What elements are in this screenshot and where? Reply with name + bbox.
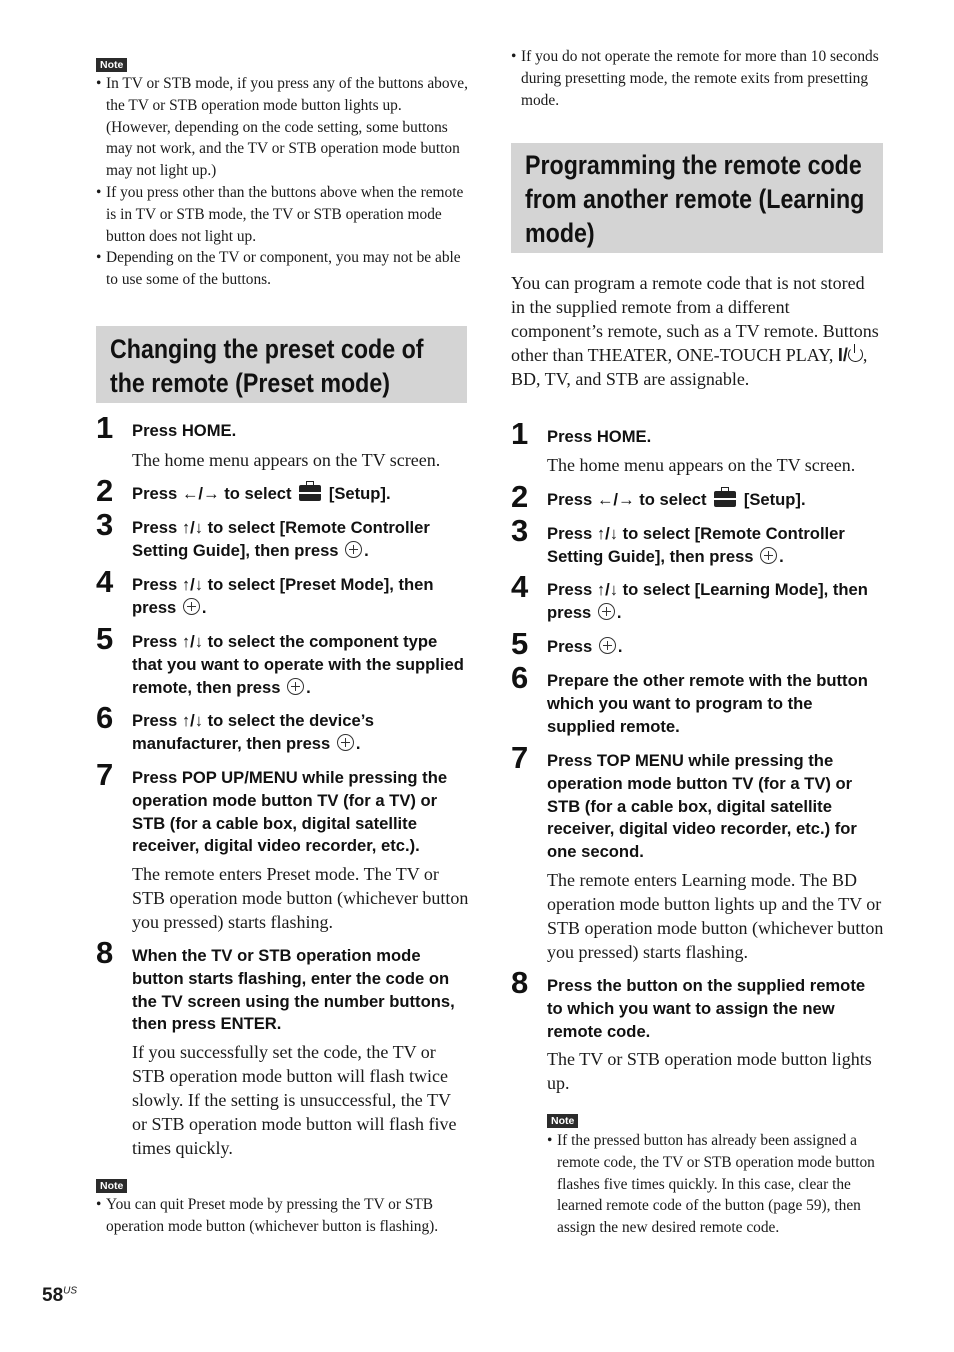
- step-number: 2: [511, 479, 529, 514]
- step-text: Press ↑/↓ to select [Preset Mode], then press: [132, 575, 434, 617]
- enter-button-icon: [598, 603, 615, 620]
- step-instruction: Press ↑/↓ to select [Learning Mode], then press .: [547, 580, 868, 622]
- step-number: 6: [96, 700, 114, 735]
- step-number: 6: [511, 660, 529, 695]
- step-instruction: Prepare the other remote with the button which you want to program to the supplied remote.: [547, 671, 868, 736]
- note-block-1: [96, 55, 127, 73]
- enter-button-icon: [287, 678, 304, 695]
- step-description: The remote enters Learning mode. The BD operation mode button lights up and the TV or STB operation mode button (whichever button you pressed) starts flashing.: [547, 870, 884, 962]
- step-text-post: [Setup].: [743, 490, 806, 509]
- step-instruction: Press POP UP/MENU while pressing the operation mode button TV (for a TV) or STB (for a cable box, digital satellite receiver, digital video recorder, etc.).: [132, 768, 448, 856]
- step-description: The remote enters Preset mode. The TV or STB operation mode button (whichever button you pressed) starts flashing.: [132, 864, 469, 932]
- section-title: Programming the remote code from another remote (Learning mode): [525, 150, 865, 248]
- note-item: • If you press other than the buttons above when the remote is in TV or STB mode, the TV or STB operation mode button does not light up.: [96, 182, 468, 247]
- step-description: The home menu appears on the TV screen.: [547, 455, 856, 475]
- step-number: 3: [511, 513, 529, 548]
- step-number: 8: [511, 965, 529, 1000]
- page-number-suffix: US: [63, 1285, 78, 1297]
- step-text-pre: Press ←/→ to select: [547, 490, 707, 509]
- step-number: 7: [511, 740, 529, 775]
- note-list-top: [511, 46, 883, 111]
- note-label: Note: [96, 1179, 127, 1193]
- note-label: Note: [96, 58, 127, 72]
- step-number: 5: [511, 626, 529, 661]
- step-number: 4: [511, 569, 529, 604]
- power-icon: [848, 347, 863, 362]
- intro-paragraph: [511, 271, 883, 391]
- note-list-2: [96, 1194, 468, 1238]
- step-number: 1: [511, 416, 529, 451]
- note-item: • You can quit Preset mode by pressing the TV or STB operation mode button (whichever button is flashing).: [96, 1194, 468, 1238]
- enter-button-icon: [337, 734, 354, 751]
- step-instruction: Press HOME.: [132, 421, 237, 440]
- step-text: Press ↑/↓ to select the device’s manufacturer, then press: [132, 711, 374, 753]
- note-item: • In TV or STB mode, if you press any of the buttons above, the TV or STB operation mode button lights up. (However, depending on the code setting, some buttons may not work, and the TV or STB operation mode button may not light up.): [96, 73, 468, 182]
- step-text: Press ↑/↓ to select [Learning Mode], then press: [547, 580, 868, 622]
- intro-text: You can program a remote code that is not stored in the supplied remote from a different component’s remote, such as a TV remote. Buttons other than THEATER, ONE-TOUCH PLAY,: [511, 273, 879, 365]
- note-block-3: [547, 1111, 578, 1129]
- step-instruction: [132, 483, 470, 506]
- step-text: Press ↑/↓ to select the component type that you want to operate with the supplied remote, then press: [132, 632, 464, 697]
- note-item: • If the pressed button has already been assigned a remote code, the TV or STB operation mode button flashes five times quickly. In this case, clear the learned remote code of the button (page 59), then assign the new desired remote code.: [547, 1130, 885, 1239]
- step-number: 2: [96, 473, 114, 508]
- step-number: 4: [96, 564, 114, 599]
- note-item: • Depending on the TV or component, you may not be able to use some of the buttons.: [96, 247, 468, 291]
- step-instruction: [547, 489, 885, 512]
- note-list-1: [96, 73, 468, 291]
- step-instruction: Press TOP MENU while pressing the operation mode button TV (for a TV) or STB (for a cable box, digital satellite receiver, digital video recorder, etc.) for one second.: [547, 751, 857, 862]
- page-number-value: 58: [42, 1285, 64, 1306]
- step-number: 8: [96, 935, 114, 970]
- step-text: Press ↑/↓ to select [Remote Controller Setting Guide], then press: [547, 524, 845, 566]
- setup-toolbox-icon: [299, 485, 321, 501]
- step-number: 1: [96, 410, 114, 445]
- step-text: Press ↑/↓ to select [Remote Controller Setting Guide], then press: [132, 518, 430, 560]
- step-number: 3: [96, 507, 114, 542]
- step-description: The home menu appears on the TV screen.: [132, 450, 441, 470]
- note-item: • If you do not operate the remote for more than 10 seconds during presetting mode, the remote exits from presetting mode.: [511, 46, 883, 111]
- page-number: [42, 1285, 77, 1307]
- section-heading-preset: [96, 326, 467, 403]
- section-title: Changing the preset code of the remote (Preset mode): [110, 334, 424, 398]
- step-instruction: Press ↑/↓ to select the device’s manufacturer, then press .: [132, 711, 374, 753]
- step-instruction: Press .: [547, 637, 623, 656]
- step-instruction: Press HOME.: [547, 427, 652, 446]
- step-text: Press: [547, 637, 593, 656]
- step-instruction: Press ↑/↓ to select [Preset Mode], then press .: [132, 575, 434, 617]
- enter-button-icon: [599, 637, 616, 654]
- setup-toolbox-icon: [714, 491, 736, 507]
- enter-button-icon: [760, 547, 777, 564]
- step-text-post: [Setup].: [328, 484, 391, 503]
- step-number: 5: [96, 621, 114, 656]
- step-instruction: When the TV or STB operation mode button starts flashing, enter the code on the TV screen using the number buttons, then press ENTER.: [132, 946, 455, 1034]
- intro-text-power: I/: [837, 345, 848, 365]
- note-list-3: [547, 1130, 885, 1239]
- note-block-2: [96, 1176, 127, 1194]
- step-instruction: Press the button on the supplied remote to which you want to assign the new remote code.: [547, 976, 866, 1041]
- step-description: If you successfully set the code, the TV or STB operation mode button will flash twice slowly. If the setting is unsuccessful, the TV or STB operation mode button will flash five times quickly.: [132, 1042, 457, 1158]
- enter-button-icon: [345, 541, 362, 558]
- note-label: Note: [547, 1114, 578, 1128]
- enter-button-icon: [183, 598, 200, 615]
- step-text-pre: Press ←/→ to select: [132, 484, 292, 503]
- step-number: 7: [96, 757, 114, 792]
- section-heading-learning: [511, 143, 883, 253]
- step-description: The TV or STB operation mode button lights up.: [547, 1049, 872, 1093]
- step-instruction: Press ↑/↓ to select the component type that you want to operate with the supplied remote, then press .: [132, 632, 464, 697]
- step-instruction: Press ↑/↓ to select [Remote Controller Setting Guide], then press .: [132, 518, 430, 560]
- intro-text-end: , BD, TV, and STB are assignable.: [511, 345, 868, 389]
- step-instruction: Press ↑/↓ to select [Remote Controller Setting Guide], then press .: [547, 524, 845, 566]
